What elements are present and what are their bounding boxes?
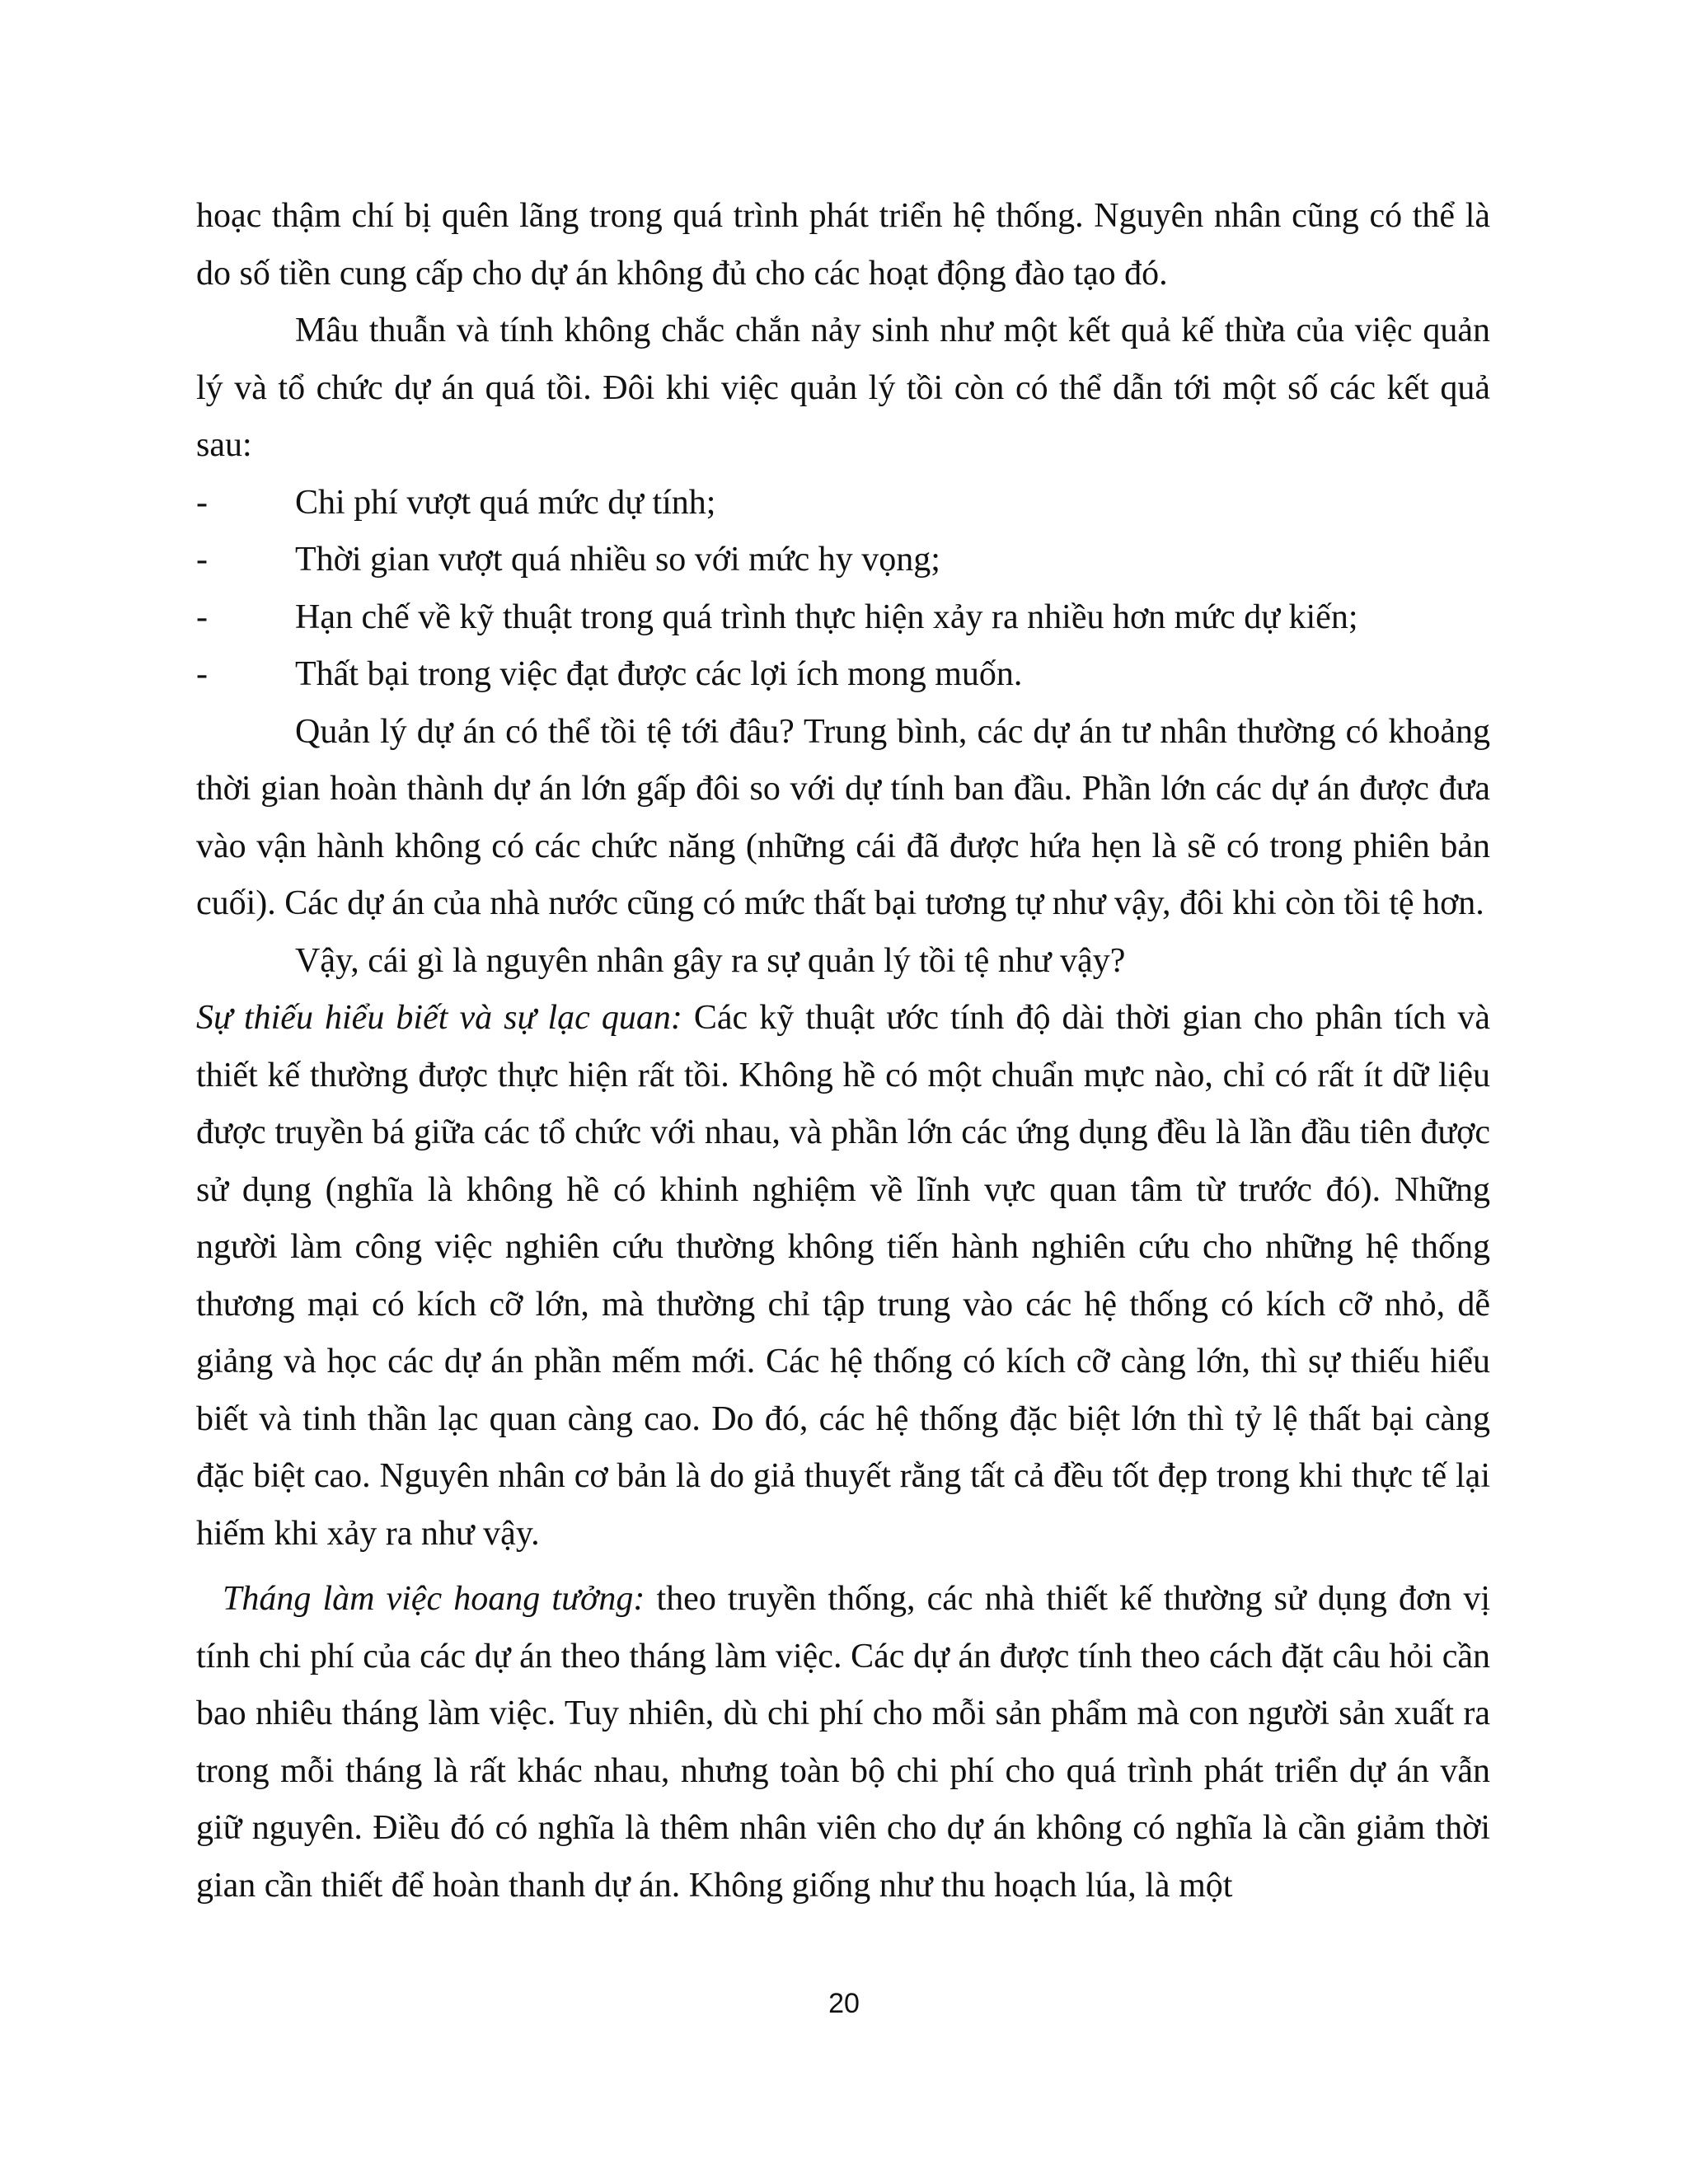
- paragraph-5-heading: Sự thiếu hiểu biết và sự lạc quan:: [196, 999, 682, 1037]
- paragraph-6-text: theo truyền thống, các nhà thiết kế thường sử dụng đơn vị tính chi phí của các dự án theo tháng làm việc. Các dự án được tính theo cách đặt câu hỏi cần bao nhiêu tháng làm việc. Tuy nhiên, dù chi phí cho mỗi sản phẩm mà con người sản xuất ra trong mỗi tháng là rất khác nhau, nhưng toàn bộ chi phí cho quá trình phát triển dự án vẫn giữ nguyên. Điều đó có nghĩa là thêm nhân viên cho dự án không có nghĩa là cần giảm thời gian cần thiết để hoàn thanh dự án. Không giống như thu hoạch lúa, là một: [196, 1580, 1491, 1905]
- bullet-dash: -: [196, 598, 208, 636]
- page-number: 20: [828, 1988, 860, 2019]
- list-item: [196, 475, 1490, 532]
- bullet-dash: -: [196, 655, 208, 693]
- bullet-list: [196, 475, 1490, 704]
- list-item: [196, 532, 1490, 589]
- paragraph-5: [196, 990, 1490, 1563]
- paragraph-3: Quản lý dự án có thể tồi tệ tới đâu? Trung bình, các dự án tư nhân thường có khoảng thời gian hoàn thành dự án lớn gấp đôi so với dự tính ban đầu. Phần lớn các dự án được đưa vào vận hành không có các chức năng (những cái đã được hứa hẹn là sẽ có trong phiên bản cuối). Các dự án của nhà nước cũng có mức thất bại tương tự như vậy, đôi khi còn tồi tệ hơn.: [196, 712, 1490, 922]
- document-body: [196, 188, 1490, 1915]
- list-item: [196, 589, 1490, 647]
- paragraph-4: Vậy, cái gì là nguyên nhân gây ra sự quản lý tồi tệ như vậy?: [295, 941, 1126, 980]
- paragraph-5-text: Các kỹ thuật ước tính độ dài thời gian cho phân tích và thiết kế thường được thực hiện rất tồi. Không hề có một chuẩn mực nào, chỉ có rất ít dữ liệu được truyền bá giữa các tổ chức với nhau, và phần lớn các ứng dụng đều là lần đầu tiên được sử dụng (nghĩa là không hề có khinh nghiệm về lĩnh vực quan tâm từ trước đó). Những người làm công việc nghiên cứu thường không tiến hành nghiên cứu cho những hệ thống thương mại có kích cỡ lớn, mà thường chỉ tập trung vào các hệ thống có kích cỡ nhỏ, dễ giảng và học các dự án phần mếm mới. Các hệ thống có kích cỡ càng lớn, thì sự thiếu hiểu biết và tinh thần lạc quan càng cao. Do đó, các hệ thống đặc biệt lớn thì tỷ lệ thất bại càng đặc biệt cao. Nguyên nhân cơ bản là do giả thuyết rằng tất cả đều tốt đẹp trong khi thực tế lại hiếm khi xảy ra như vậy.: [196, 999, 1490, 1553]
- paragraph-1: hoạc thậm chí bị quên lãng trong quá trình phát triển hệ thống. Nguyên nhân cũng có thể là do số tiền cung cấp cho dự án không đủ cho các hoạt động đào tạo đó.: [196, 197, 1490, 293]
- bullet-dash: -: [196, 541, 208, 579]
- list-item-text: Thời gian vượt quá nhiều so với mức hy vọng;: [295, 541, 940, 579]
- paragraph-2: Mâu thuẫn và tính không chắc chắn nảy sinh như một kết quả kế thừa của việc quản lý và tổ chức dự án quá tồi. Đôi khi việc quản lý tồi còn có thể dẫn tới một số các kết quả sau:: [196, 312, 1490, 464]
- paragraph-6-heading: Tháng làm việc hoang tưởng:: [223, 1580, 645, 1618]
- paragraph-6: [196, 1571, 1490, 1915]
- list-item: [196, 646, 1490, 704]
- bullet-dash: -: [196, 483, 208, 522]
- list-item-text: Thất bại trong việc đạt được các lợi ích mong muốn.: [295, 655, 1023, 693]
- list-item-text: Hạn chế về kỹ thuật trong quá trình thực hiện xảy ra nhiều hơn mức dự kiến;: [295, 598, 1358, 636]
- list-item-text: Chi phí vượt quá mức dự tính;: [295, 483, 716, 522]
